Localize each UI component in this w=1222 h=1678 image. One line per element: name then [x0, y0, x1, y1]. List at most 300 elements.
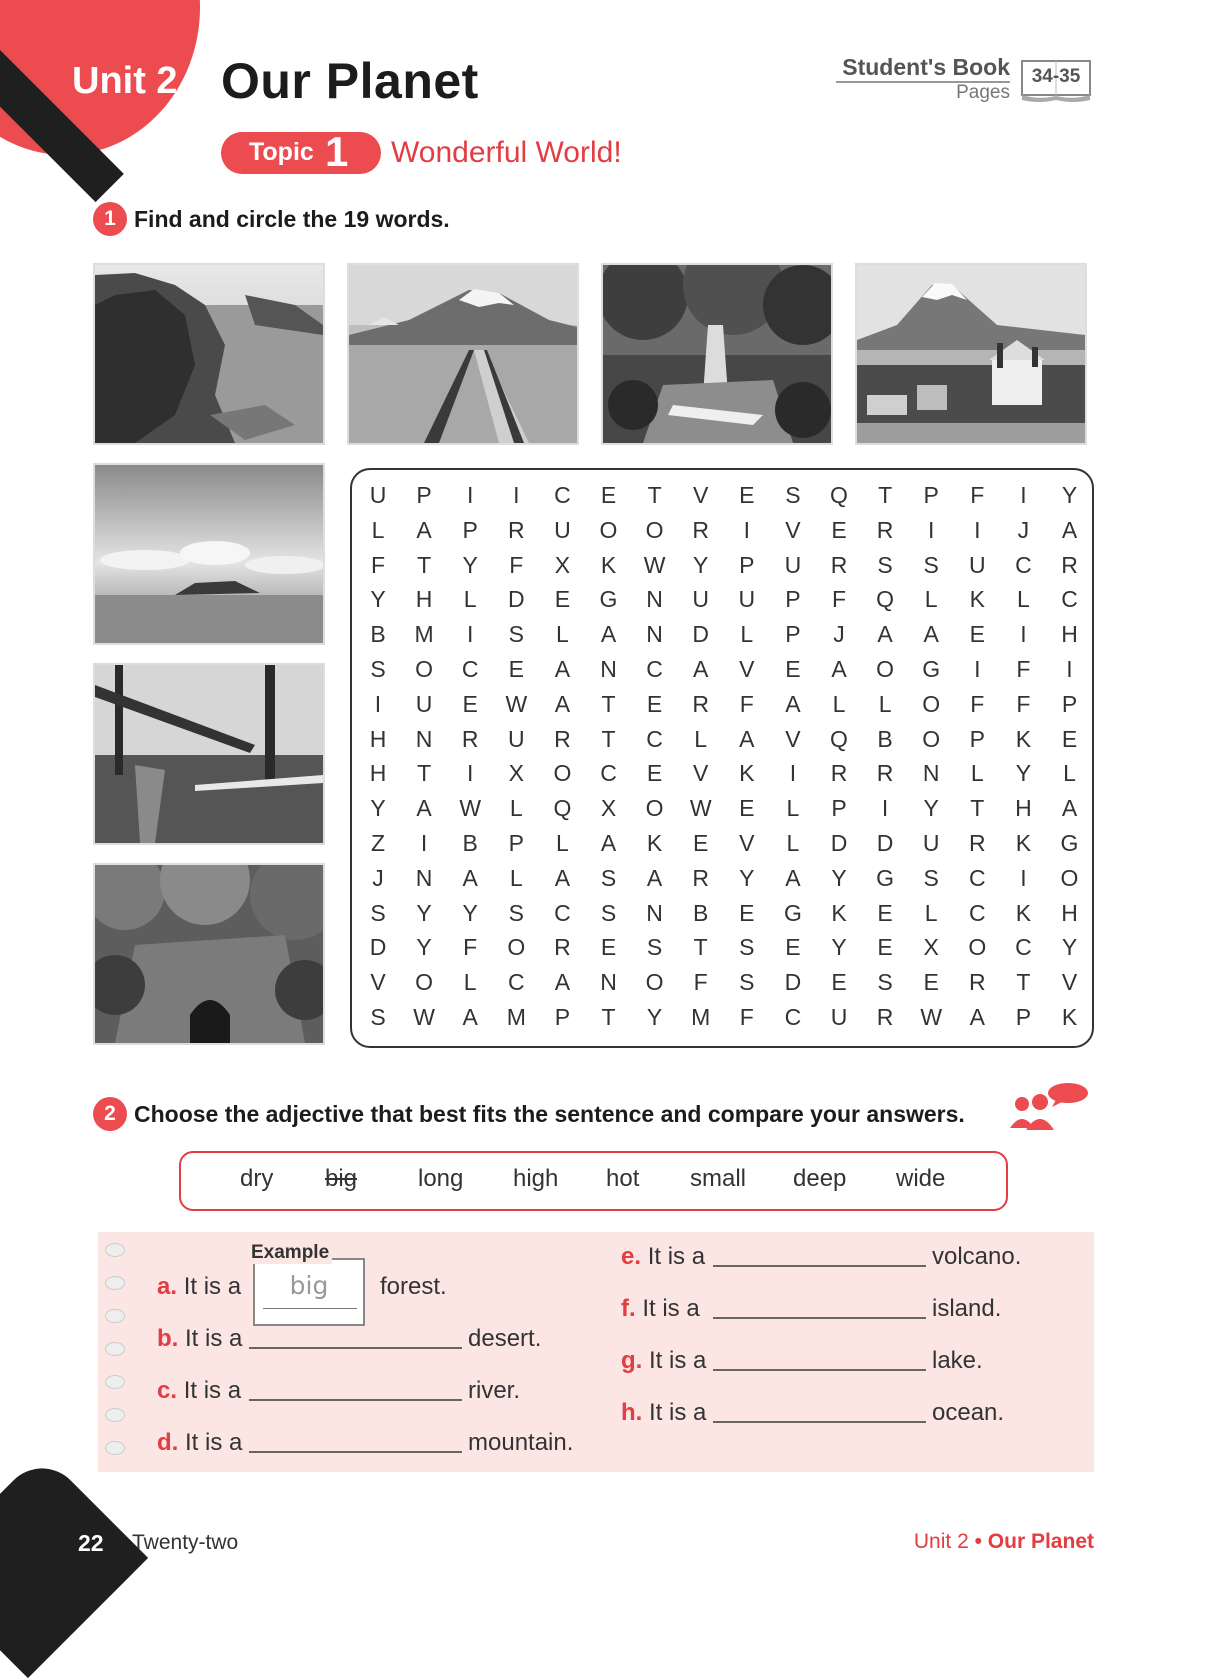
grid-letter[interactable]: A — [554, 864, 571, 891]
binder-ring — [105, 1309, 125, 1323]
grid-letter[interactable]: S — [600, 899, 617, 926]
grid-letter[interactable]: L — [786, 795, 800, 822]
item-letter: e. — [621, 1243, 642, 1270]
grid-letter[interactable]: L — [1016, 586, 1030, 613]
grid-letter[interactable]: U — [738, 586, 756, 613]
grid-letter[interactable]: I — [1020, 621, 1027, 648]
item-prefix: It is a — [185, 1325, 243, 1352]
grid-letter[interactable]: Y — [1015, 760, 1032, 787]
grid-letter[interactable]: L — [878, 690, 892, 717]
grid-letter[interactable]: A — [646, 864, 663, 891]
item-g — [621, 1347, 706, 1375]
forest-cave-photo — [93, 863, 325, 1045]
grid-letter[interactable]: A — [600, 621, 617, 648]
grid-letter[interactable]: B — [877, 725, 893, 752]
grid-letter[interactable]: R — [692, 864, 709, 891]
grid-letter[interactable]: S — [370, 899, 386, 926]
grid-letter[interactable]: V — [693, 482, 709, 508]
topic-title: Wonderful World! — [391, 136, 622, 169]
grid-letter[interactable]: R — [692, 690, 709, 717]
grid-letter[interactable]: S — [739, 934, 755, 961]
grid-letter[interactable]: A — [554, 690, 571, 717]
grid-letter[interactable]: P — [1015, 1004, 1032, 1030]
grid-letter[interactable]: N — [646, 899, 663, 926]
grid-letter[interactable]: L — [555, 621, 569, 648]
grid-letter[interactable]: X — [554, 551, 571, 578]
grid-letter[interactable]: A — [1061, 516, 1078, 543]
pages-range: 34-35 — [1031, 66, 1081, 87]
grid-letter[interactable]: A — [969, 1004, 985, 1030]
grid-letter[interactable]: F — [970, 690, 985, 717]
item-letter: f. — [621, 1295, 636, 1322]
grid-letter[interactable]: U — [968, 551, 986, 578]
grid-letter[interactable]: S — [923, 551, 939, 578]
grid-letter[interactable]: I — [1066, 656, 1073, 682]
grid-letter[interactable]: E — [508, 656, 524, 682]
item-letter: a. — [157, 1273, 178, 1300]
grid-letter[interactable]: B — [693, 899, 709, 926]
grid-letter[interactable]: N — [415, 725, 433, 752]
grid-letter[interactable]: E — [462, 690, 478, 717]
grid-letter[interactable]: X — [600, 795, 617, 822]
grid-letter[interactable]: T — [970, 795, 985, 822]
grid-letter[interactable]: A — [785, 690, 801, 717]
grid-letter[interactable]: W — [689, 795, 712, 822]
grid-letter[interactable]: W — [413, 1004, 435, 1030]
grid-letter[interactable]: O — [1060, 864, 1079, 891]
grid-letter[interactable]: U — [830, 1004, 848, 1030]
grid-letter[interactable]: J — [372, 864, 384, 891]
grid-letter[interactable]: N — [600, 969, 617, 996]
grid-letter[interactable]: W — [459, 795, 482, 822]
grid-letter[interactable]: E — [785, 934, 801, 961]
grid-letter[interactable]: I — [420, 830, 428, 856]
grid-letter[interactable]: F — [739, 1004, 754, 1030]
grid-letter[interactable]: C — [968, 899, 986, 926]
footer-unit-title — [800, 1530, 1094, 1554]
grid-letter[interactable]: L — [786, 830, 800, 856]
grid-letter[interactable]: S — [785, 482, 801, 508]
grid-letter[interactable]: R — [554, 725, 571, 752]
grid-letter[interactable]: C — [461, 656, 479, 682]
grid-letter[interactable]: L — [1063, 760, 1076, 787]
grid-letter[interactable]: Y — [370, 586, 386, 613]
grid-letter[interactable]: Y — [462, 899, 478, 926]
grid-letter[interactable]: C — [1061, 586, 1078, 613]
grid-letter[interactable]: R — [830, 760, 848, 787]
grid-letter[interactable]: V — [1061, 969, 1078, 996]
grid-letter[interactable]: U — [784, 551, 802, 578]
grid-letter[interactable]: A — [831, 656, 847, 682]
grid-letter[interactable]: X — [508, 760, 524, 787]
grid-letter[interactable]: L — [740, 621, 754, 648]
desert-volcano-photo — [347, 263, 579, 445]
grid-letter[interactable]: L — [463, 969, 477, 996]
grid-letter[interactable]: O — [968, 934, 987, 961]
grid-letter[interactable]: I — [789, 760, 797, 787]
grid-letter[interactable]: K — [1015, 830, 1032, 856]
grid-letter[interactable]: E — [739, 899, 755, 926]
grid-letter[interactable]: O — [645, 795, 664, 822]
word-bank — [179, 1151, 1008, 1211]
grid-letter[interactable]: O — [645, 969, 664, 996]
word-bank-hot: hot — [606, 1165, 640, 1192]
grid-letter[interactable]: Y — [1061, 482, 1078, 508]
grid-letter[interactable]: U — [507, 725, 525, 752]
grid-letter[interactable]: E — [831, 516, 847, 543]
grid-letter[interactable]: D — [507, 586, 525, 613]
grid-letter[interactable]: Y — [923, 795, 939, 822]
grid-letter[interactable]: P — [739, 551, 755, 578]
grid-letter[interactable]: O — [599, 516, 618, 543]
pages-label: Pages — [956, 82, 1010, 103]
grid-letter[interactable]: U — [692, 586, 709, 613]
grid-letter[interactable]: I — [1020, 864, 1027, 891]
grid-letter[interactable]: N — [600, 656, 617, 682]
grid-letter[interactable]: V — [739, 830, 755, 856]
grid-letter[interactable]: C — [968, 864, 986, 891]
grid-letter[interactable]: K — [600, 551, 617, 578]
grid-letter[interactable]: I — [466, 760, 474, 787]
grid-letter[interactable]: P — [923, 482, 939, 508]
grid-letter[interactable]: C — [784, 1004, 802, 1030]
grid-letter[interactable]: K — [1015, 725, 1032, 752]
grid-letter[interactable]: A — [554, 656, 571, 682]
grid-letter[interactable]: Y — [739, 864, 755, 891]
grid-letter[interactable]: I — [927, 516, 935, 543]
grid-letter[interactable]: E — [739, 795, 755, 822]
grid-letter[interactable]: N — [646, 621, 663, 648]
grid-letter[interactable]: A — [554, 969, 571, 996]
grid-letter[interactable]: I — [1020, 482, 1027, 508]
answer-blank-b[interactable] — [249, 1347, 462, 1349]
grid-letter[interactable]: P — [554, 1004, 571, 1030]
grid-letter[interactable]: R — [692, 516, 709, 543]
grid-letter[interactable]: Y — [646, 1004, 663, 1030]
grid-letter[interactable]: E — [877, 899, 893, 926]
grid-letter[interactable]: V — [370, 969, 386, 996]
binder-ring — [105, 1342, 125, 1356]
grid-letter[interactable]: L — [555, 830, 569, 856]
grid-letter[interactable]: E — [969, 621, 985, 648]
binder-ring — [105, 1408, 125, 1422]
grid-letter[interactable]: H — [369, 760, 387, 787]
grid-letter[interactable]: S — [600, 864, 617, 891]
grid-letter[interactable]: P — [1061, 690, 1078, 717]
grid-letter[interactable]: D — [876, 830, 894, 856]
grid-letter[interactable]: A — [693, 656, 709, 682]
footer-black-corner — [0, 1452, 148, 1678]
word-bank-wide: wide — [896, 1165, 946, 1192]
grid-letter[interactable]: E — [923, 969, 939, 996]
grid-letter[interactable]: W — [505, 690, 528, 717]
item-letter: b. — [157, 1325, 179, 1352]
grid-letter[interactable]: U — [922, 830, 940, 856]
grid-letter[interactable]: Z — [370, 830, 386, 856]
grid-letter[interactable]: V — [739, 656, 755, 682]
grid-letter[interactable]: T — [601, 690, 616, 717]
grid-letter[interactable]: R — [1061, 551, 1078, 578]
grid-letter[interactable]: S — [370, 1004, 386, 1030]
grid-letter[interactable]: K — [1015, 899, 1032, 926]
grid-letter[interactable]: G — [783, 899, 802, 926]
grid-letter[interactable]: C — [600, 760, 617, 787]
grid-letter[interactable]: I — [374, 690, 382, 717]
grid-letter[interactable]: L — [509, 864, 523, 891]
grid-letter[interactable]: W — [920, 1004, 943, 1030]
grid-letter[interactable]: T — [601, 725, 616, 752]
grid-letter[interactable]: V — [693, 760, 709, 787]
grid-letter[interactable]: A — [923, 621, 939, 648]
grid-letter[interactable]: V — [785, 725, 801, 752]
item-d — [157, 1429, 242, 1457]
grid-letter[interactable]: E — [554, 586, 571, 613]
grid-letter[interactable]: I — [974, 516, 981, 543]
grid-letter[interactable]: O — [415, 656, 434, 682]
grid-letter[interactable]: E — [877, 934, 893, 961]
item-f-noun: island. — [932, 1295, 1002, 1322]
grid-letter[interactable]: P — [785, 586, 801, 613]
grid-letter[interactable]: C — [1015, 934, 1032, 961]
grid-letter[interactable]: F — [693, 969, 708, 996]
grid-letter[interactable]: S — [877, 969, 893, 996]
grid-letter[interactable]: P — [416, 482, 432, 508]
grid-letter[interactable]: G — [876, 864, 895, 891]
grid-letter[interactable]: D — [369, 934, 387, 961]
grid-letter[interactable]: F — [970, 482, 985, 508]
grid-letter[interactable]: G — [922, 656, 941, 682]
grid-letter[interactable]: U — [554, 516, 571, 543]
grid-letter[interactable]: I — [743, 516, 750, 543]
grid-letter[interactable]: Y — [1061, 934, 1078, 961]
section-1-instruction: Find and circle the 19 words. — [134, 206, 450, 232]
grid-letter[interactable]: R — [876, 760, 894, 787]
grid-letter[interactable]: C — [646, 725, 663, 752]
grid-letter[interactable]: E — [693, 830, 709, 856]
grid-letter[interactable]: R — [876, 516, 894, 543]
grid-letter[interactable]: Y — [693, 551, 709, 578]
grid-letter[interactable]: O — [922, 725, 941, 752]
grid-letter[interactable]: M — [691, 1004, 711, 1030]
grid-letter[interactable]: P — [831, 795, 847, 822]
grid-letter[interactable]: H — [1015, 795, 1032, 822]
grid-letter[interactable]: C — [646, 656, 663, 682]
grid-letter[interactable]: S — [508, 899, 524, 926]
topic-pill — [221, 128, 381, 175]
grid-letter[interactable]: Q — [830, 725, 848, 752]
grid-letter[interactable]: C — [554, 482, 571, 508]
word-bank-big-crossed: big — [325, 1165, 358, 1192]
grid-letter[interactable]: O — [553, 760, 572, 787]
grid-letter[interactable]: Y — [831, 934, 847, 961]
grid-letter[interactable]: T — [417, 551, 432, 578]
grid-letter[interactable]: I — [881, 795, 889, 822]
grid-letter[interactable]: Q — [876, 586, 895, 613]
grid-letter[interactable]: H — [1061, 899, 1078, 926]
grid-letter[interactable]: S — [923, 864, 939, 891]
grid-letter[interactable]: P — [508, 830, 524, 856]
grid-letter[interactable]: A — [739, 725, 755, 752]
grid-letter[interactable]: S — [370, 656, 386, 682]
students-book-label: Student's Book — [842, 54, 1010, 80]
grid-letter[interactable]: Y — [462, 551, 478, 578]
grid-letter[interactable]: R — [554, 934, 571, 961]
grid-letter[interactable]: S — [739, 969, 755, 996]
grid-letter[interactable]: E — [785, 656, 801, 682]
grid-letter[interactable]: K — [646, 830, 663, 856]
volcano-lake-town-photo — [855, 263, 1087, 445]
grid-letter[interactable]: I — [513, 482, 520, 508]
grid-letter[interactable]: Q — [553, 795, 572, 822]
grid-letter[interactable]: A — [416, 795, 432, 822]
answer-blank-e[interactable] — [713, 1265, 926, 1267]
answer-blank-f[interactable] — [713, 1317, 926, 1319]
grid-letter[interactable]: D — [784, 969, 802, 996]
grid-letter[interactable]: J — [833, 621, 845, 648]
grid-letter[interactable]: O — [922, 690, 941, 717]
grid-letter[interactable]: T — [417, 760, 432, 787]
grid-letter[interactable]: M — [506, 1004, 526, 1030]
grid-letter[interactable]: U — [369, 482, 387, 508]
grid-letter[interactable]: Y — [416, 934, 432, 961]
grid-letter[interactable]: D — [692, 621, 709, 648]
grid-letter[interactable]: A — [1061, 795, 1078, 822]
grid-letter[interactable]: E — [646, 690, 663, 717]
grid-letter[interactable]: P — [969, 725, 985, 752]
grid-letter[interactable]: E — [1061, 725, 1078, 752]
item-b-noun: desert. — [468, 1325, 542, 1352]
grid-letter[interactable]: E — [600, 482, 617, 508]
grid-letter[interactable]: R — [507, 516, 525, 543]
grid-letter[interactable]: A — [877, 621, 893, 648]
grid-letter[interactable]: K — [739, 760, 755, 787]
grid-letter[interactable]: R — [830, 551, 848, 578]
item-e — [621, 1243, 705, 1271]
grid-letter[interactable]: L — [970, 760, 984, 787]
grid-letter[interactable]: K — [831, 899, 847, 926]
binder-ring — [105, 1441, 125, 1455]
grid-letter[interactable]: I — [974, 656, 981, 682]
grid-letter[interactable]: L — [924, 899, 938, 926]
grid-letter[interactable]: F — [739, 690, 754, 717]
grid-letter[interactable]: A — [600, 830, 617, 856]
grid-letter[interactable]: C — [554, 899, 571, 926]
grid-letter[interactable]: R — [876, 1004, 894, 1030]
item-letter: h. — [621, 1399, 643, 1426]
grid-letter[interactable]: H — [369, 725, 387, 752]
item-prefix: It is a — [649, 1347, 707, 1374]
grid-letter[interactable]: N — [646, 586, 663, 613]
grid-letter[interactable]: U — [415, 690, 433, 717]
grid-letter[interactable]: F — [1016, 656, 1031, 682]
grid-letter[interactable]: Q — [830, 482, 848, 508]
grid-letter[interactable]: R — [968, 969, 986, 996]
grid-letter[interactable]: T — [647, 482, 662, 508]
grid-letter[interactable]: D — [830, 830, 848, 856]
section-1-number: 1 — [93, 202, 127, 236]
grid-letter[interactable]: E — [739, 482, 755, 508]
grid-letter[interactable]: V — [785, 516, 801, 543]
answer-blank-d[interactable] — [249, 1451, 462, 1453]
topic-number: 1 — [325, 128, 349, 175]
grid-letter[interactable]: E — [600, 934, 617, 961]
grid-letter[interactable]: I — [466, 621, 474, 648]
grid-letter[interactable]: I — [466, 482, 474, 508]
grid-letter[interactable]: P — [462, 516, 478, 543]
grid-letter[interactable]: A — [462, 864, 478, 891]
grid-letter[interactable]: L — [832, 690, 846, 717]
answer-blank-h[interactable] — [713, 1421, 926, 1423]
grid-letter[interactable]: H — [415, 586, 433, 613]
grid-letter[interactable]: L — [509, 795, 523, 822]
item-b — [157, 1325, 242, 1353]
grid-letter[interactable]: S — [877, 551, 893, 578]
grid-letter[interactable]: Y — [831, 864, 847, 891]
grid-letter[interactable]: A — [416, 516, 432, 543]
grid-letter[interactable]: T — [601, 1004, 616, 1030]
grid-letter[interactable]: E — [831, 969, 847, 996]
grid-letter[interactable]: C — [507, 969, 525, 996]
item-letter: c. — [157, 1377, 178, 1404]
grid-letter[interactable]: F — [831, 586, 847, 613]
grid-letter[interactable]: T — [1016, 969, 1031, 996]
grid-letter[interactable]: W — [643, 551, 666, 578]
item-g-noun: lake. — [932, 1347, 983, 1374]
grid-letter[interactable]: S — [646, 934, 663, 961]
grid-letter[interactable]: X — [923, 934, 939, 961]
grid-letter[interactable]: B — [462, 830, 478, 856]
grid-letter[interactable]: H — [1061, 621, 1078, 648]
grid-letter[interactable]: R — [461, 725, 479, 752]
grid-letter[interactable]: B — [370, 621, 386, 648]
grid-letter[interactable]: N — [922, 760, 940, 787]
answer-blank-c[interactable] — [249, 1399, 462, 1401]
grid-letter[interactable]: F — [509, 551, 524, 578]
grid-letter[interactable]: O — [876, 656, 895, 682]
unit-title: Our Planet — [221, 53, 479, 109]
grid-letter[interactable]: A — [785, 864, 801, 891]
grid-letter[interactable]: O — [507, 934, 526, 961]
grid-letter[interactable]: F — [463, 934, 478, 961]
grid-letter[interactable]: M — [414, 621, 434, 648]
grid-letter[interactable]: F — [1016, 690, 1031, 717]
grid-letter[interactable]: C — [1015, 551, 1032, 578]
grid-letter[interactable]: G — [1060, 830, 1079, 856]
grid-letter[interactable]: A — [462, 1004, 478, 1030]
grid-letter[interactable]: K — [1061, 1004, 1078, 1030]
grid-letter[interactable]: T — [878, 482, 893, 508]
grid-letter[interactable]: N — [415, 864, 433, 891]
grid-letter[interactable]: J — [1017, 516, 1030, 543]
grid-letter[interactable]: K — [969, 586, 985, 613]
grid-letter[interactable]: L — [694, 725, 708, 752]
grid-letter[interactable]: F — [370, 551, 386, 578]
grid-letter[interactable]: E — [646, 760, 663, 787]
answer-blank-g[interactable] — [713, 1369, 926, 1371]
grid-letter[interactable]: O — [645, 516, 664, 543]
grid-letter[interactable]: L — [463, 586, 477, 613]
grid-letter[interactable]: O — [415, 969, 434, 996]
grid-letter[interactable]: L — [371, 516, 385, 543]
grid-letter[interactable]: T — [693, 934, 708, 961]
grid-letter[interactable]: G — [599, 586, 618, 613]
grid-letter[interactable]: Y — [416, 899, 432, 926]
grid-letter[interactable]: R — [968, 830, 986, 856]
grid-letter[interactable]: P — [785, 621, 801, 648]
grid-letter[interactable]: L — [924, 586, 938, 613]
grid-letter[interactable]: S — [508, 621, 524, 648]
grid-letter[interactable]: Y — [370, 795, 386, 822]
